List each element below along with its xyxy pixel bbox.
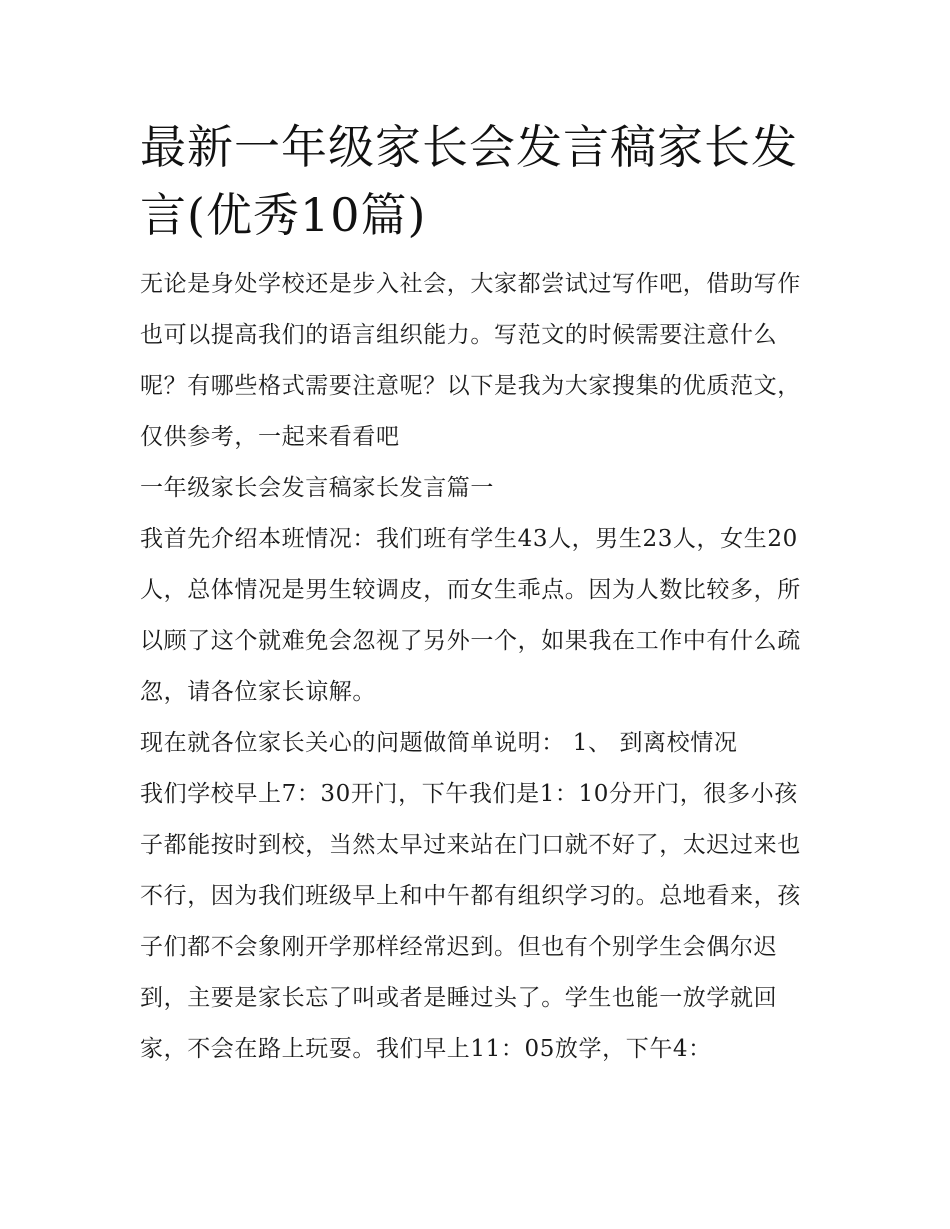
class-intro-paragraph: 我首先介绍本班情况：我们班有学生43人，男生23人，女生20人，总体情况是男生较调皮，而女生乖点。因为人数比较多，所以顾了这个就难免会忽视了另外一个，如果我在工作中有什么疏忽，请各位家长谅解。 — [140, 526, 801, 705]
document-title: 最新一年级家长会发言稿家长发言(优秀10篇) — [140, 120, 798, 242]
intro-paragraph: 无论是身处学校还是步入社会，大家都尝试过写作吧，借助写作也可以提高我们的语言组织能力。写范文的时候需要注意什么呢？有哪些格式需要注意呢？以下是我为大家搜集的优质范文，仅供参考，一起来看看吧 — [140, 271, 801, 450]
topic-paragraph: 现在就各位家长关心的问题做简单说明： 1、 到离校情况 — [140, 730, 738, 756]
attendance-paragraph: 我们学校早上7：30开门，下午我们是1：10分开门，很多小孩子都能按时到校，当然太早过来站在门口就不好了，太迟过来也不行，因为我们班级早上和中午都有组织学习的。总地看来，孩子们都不会象刚开学那样经常迟到。但也有个别学生会偶尔迟到，主要是家长忘了叫或者是睡过头了。学生也能一放学就回家，不会在路上玩耍。我们早上11：05放学，下午4： — [140, 781, 801, 1062]
section-heading: 一年级家长会发言稿家长发言篇一 — [140, 475, 494, 501]
document-page — [140, 113, 820, 1075]
document-body — [140, 259, 820, 1075]
